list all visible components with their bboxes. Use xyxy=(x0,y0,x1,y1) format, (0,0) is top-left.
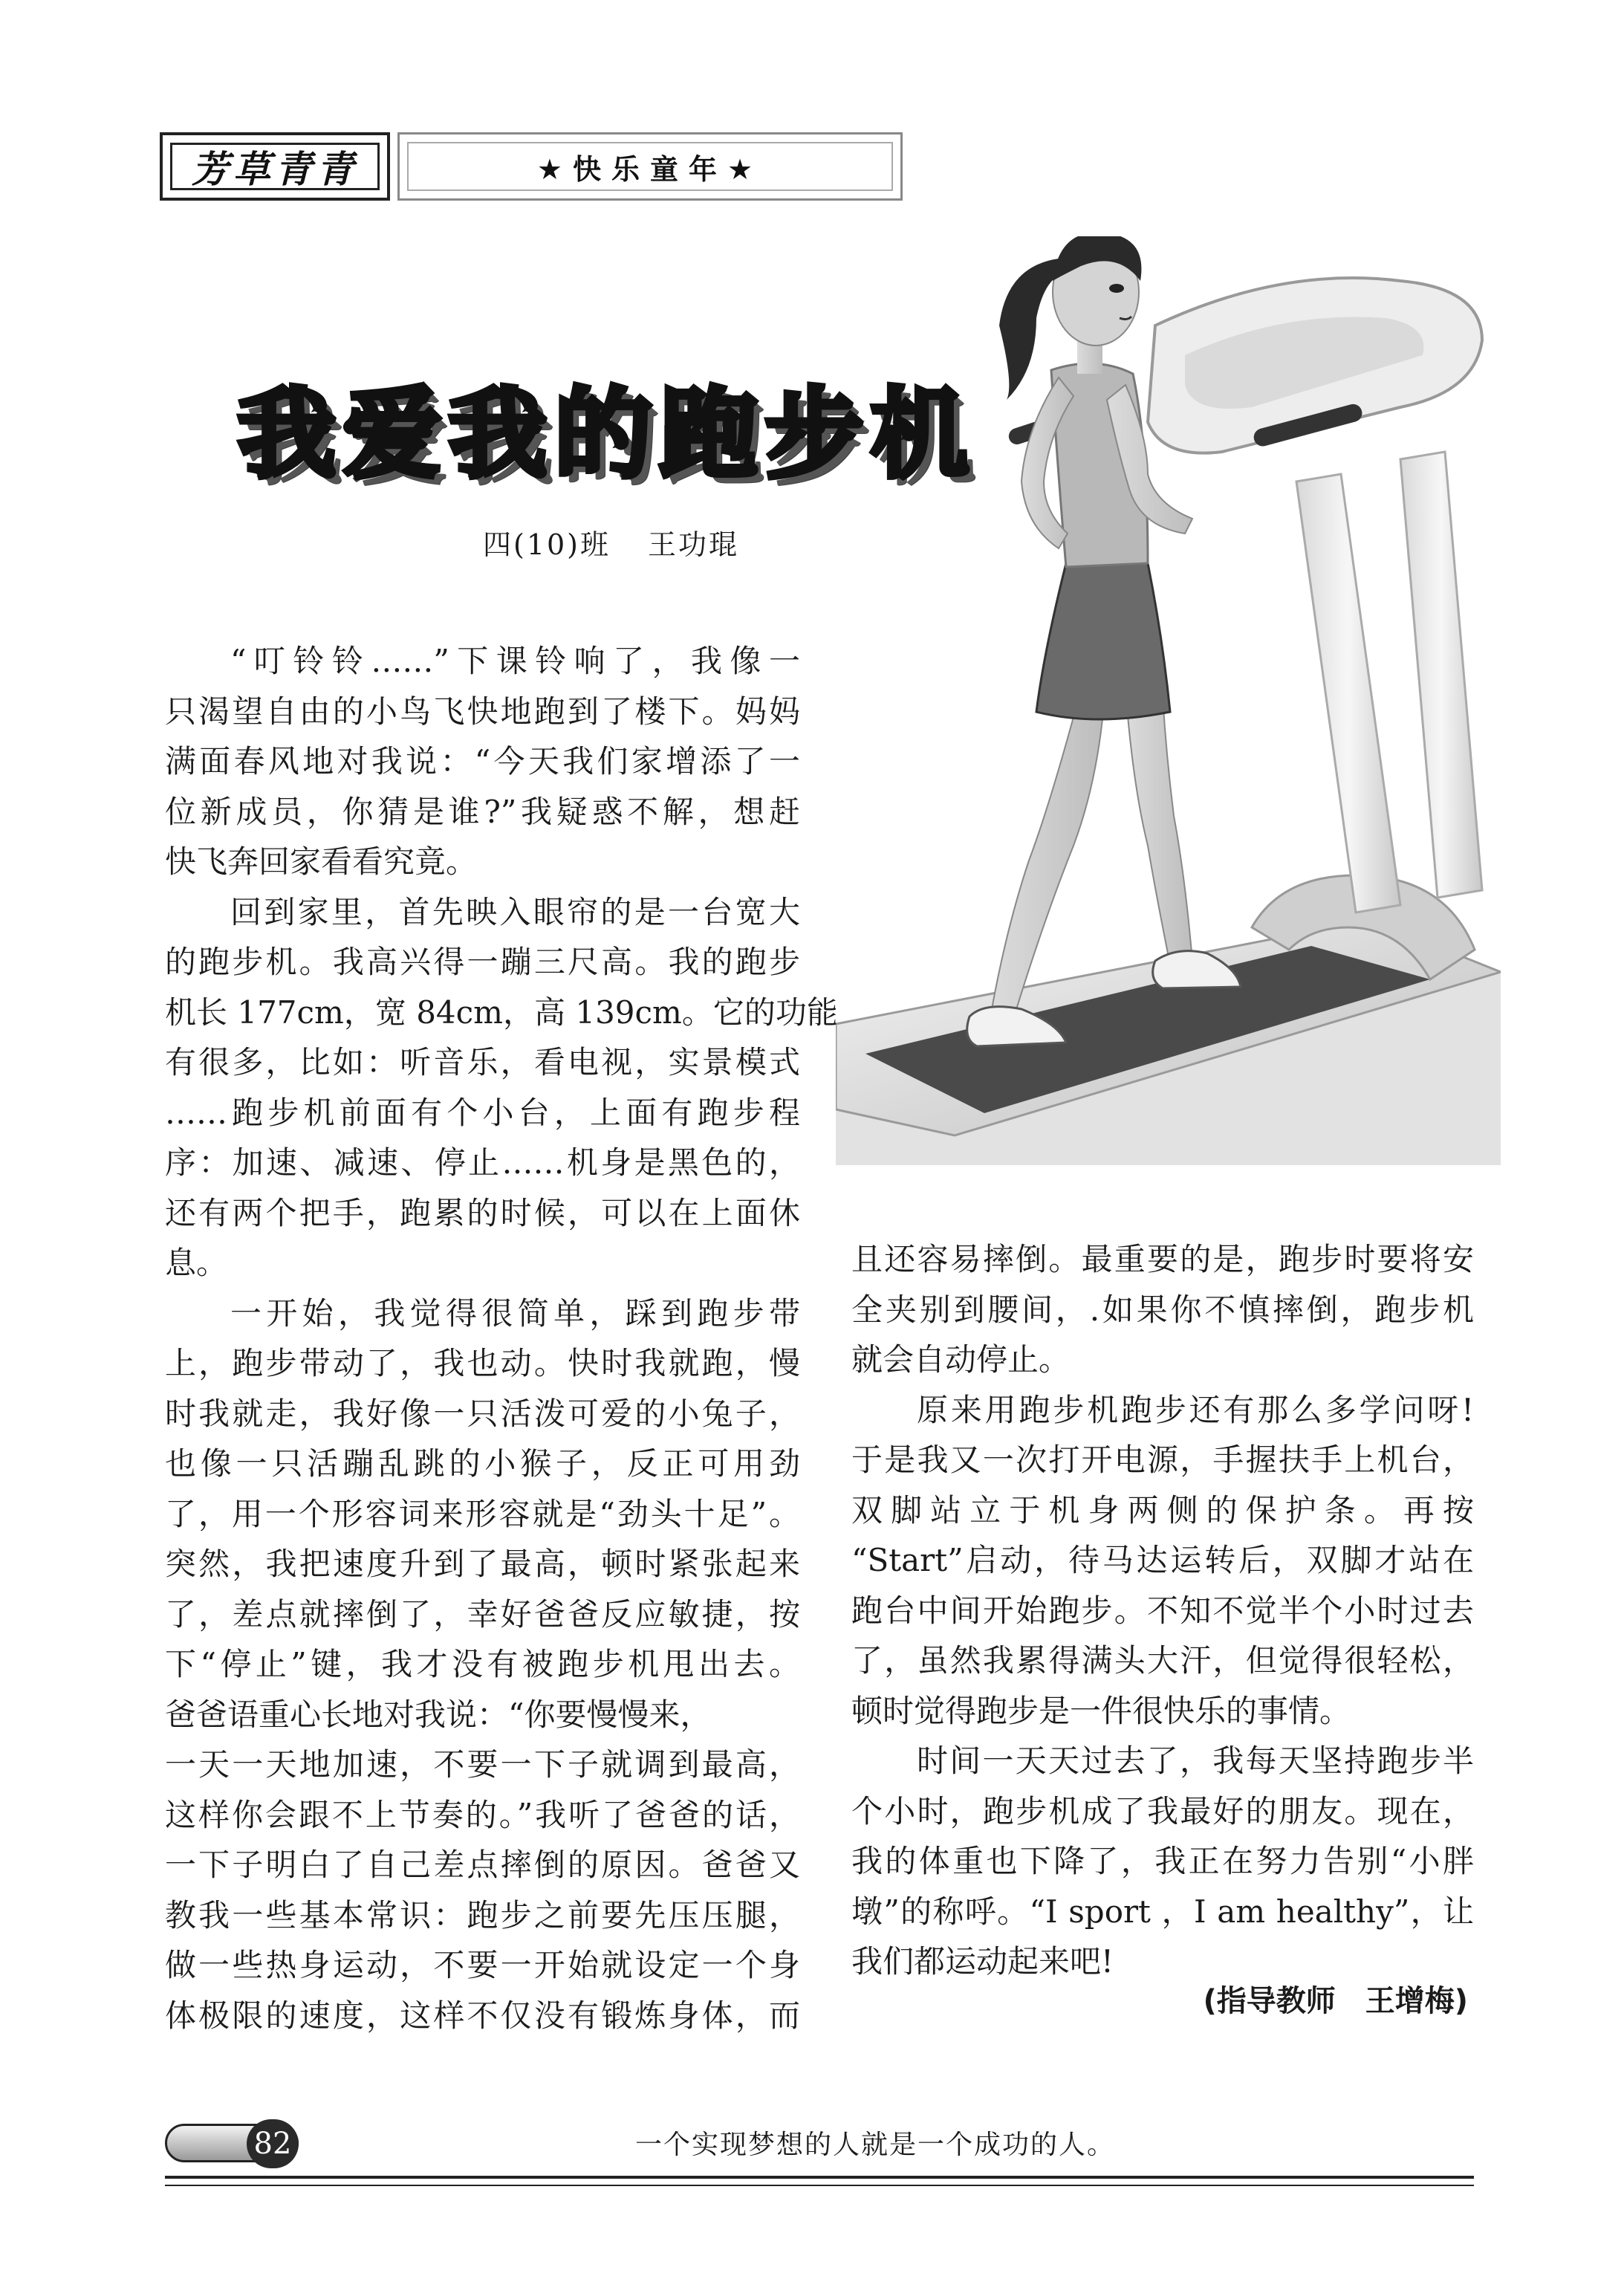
text-line: 了，用一个形容词来形容就是“劲头十足”。 xyxy=(165,1495,800,1532)
article-body-right xyxy=(851,1234,1474,1987)
text-line: 就会自动停止。 xyxy=(851,1341,1071,1378)
girl-skirt xyxy=(1036,563,1170,719)
author-class: 四(10)班 xyxy=(483,528,611,561)
footer-rule xyxy=(165,2176,1474,2179)
text-line: 全夹别到腰间，.如果你不慎摔倒，跑步机 xyxy=(851,1291,1474,1328)
text-line: 爸爸语重心长地对我说：“你要慢慢来， xyxy=(165,1696,712,1733)
text-line: 教我一些基本常识：跑步之前要先压压腿， xyxy=(165,1896,800,1933)
teacher-name: 王增梅) xyxy=(1365,1984,1468,2018)
section-name: ★快乐童年★ xyxy=(407,142,893,191)
text-line: 顿时觉得跑步是一件很快乐的事情。 xyxy=(851,1692,1351,1729)
text-line: 个小时，跑步机成了我最好的朋友。现在， xyxy=(851,1792,1474,1829)
text-line: 这样你会跟不上节奏的。”我听了爸爸的话， xyxy=(165,1796,800,1833)
text-line: 息。 xyxy=(165,1245,228,1281)
text-line: 了，差点就摔倒了，幸好爸爸反应敏捷，按 xyxy=(165,1595,800,1633)
treadmill-illustration xyxy=(836,236,1501,1165)
text-line: 上，跑步带动了，我也动。快时我就跑，慢 xyxy=(165,1345,800,1381)
text-line: 时间一天天过去了，我每天坚持跑步半 xyxy=(917,1743,1474,1779)
article-body-left xyxy=(165,636,838,2040)
text-line: 跑台中间开始跑步。不知不觉半个小时过去 xyxy=(851,1592,1474,1629)
byline xyxy=(483,522,739,563)
text-line: 满面春风地对我说：“今天我们家增添了一 xyxy=(165,743,800,779)
text-line: 时我就走，我好像一只活泼可爱的小兔子， xyxy=(165,1395,800,1432)
text-line: 我们都运动起来吧! xyxy=(851,1943,1114,1980)
text-line: 突然，我把速度升到了最高，顿时紧张起来 xyxy=(165,1546,800,1582)
text-line: 还有两个把手，跑累的时候，可以在上面休 xyxy=(165,1194,800,1231)
text-line: 机长 177cm，宽 84cm，高 139cm。它的功能 xyxy=(165,993,838,1031)
text-line: 快飞奔回家看看究竟。 xyxy=(165,843,478,880)
text-line: 的跑步机。我高兴得一蹦三尺高。我的跑步 xyxy=(165,944,800,980)
text-line: 了，虽然我累得满头大汗，但觉得很轻松， xyxy=(851,1642,1474,1679)
text-line: “叮铃铃……”下课铃响了，我像一 xyxy=(230,643,800,679)
girl-leg-front xyxy=(1126,690,1192,965)
text-line: 有很多，比如：听音乐，看电视，实景模式 xyxy=(165,1044,800,1080)
text-line: 且还容易摔倒。最重要的是，跑步时要将安 xyxy=(851,1241,1474,1277)
text-line: 下“停止”键，我才没有被跑步机甩出去。 xyxy=(165,1646,800,1682)
text-line: 我的体重也下降了，我正在努力告别“小胖 xyxy=(851,1843,1474,1879)
article-title: 我爱我的跑步机 xyxy=(238,377,976,492)
text-line: 一天一天地加速，不要一下子就调到最高， xyxy=(165,1746,800,1783)
text-line: 只渴望自由的小鸟飞快地跑到了楼下。妈妈 xyxy=(165,693,800,730)
text-line: 序：加速、减速、停止……机身是黑色的， xyxy=(165,1144,800,1181)
text-line: “Start”启动，待马达运转后，双脚才站在 xyxy=(851,1542,1474,1578)
text-line: 墩”的称呼。“I sport ，I am healthy”，让 xyxy=(851,1893,1474,1930)
text-line: 一开始，我觉得很简单，踩到跑步带 xyxy=(230,1294,800,1332)
text-line: 双脚站立于机身两侧的保护条。再按 xyxy=(851,1491,1474,1529)
girl-leg-back xyxy=(992,690,1103,1017)
teacher-role: (指导教师 xyxy=(1203,1984,1336,2018)
treadmill-post-left xyxy=(1296,474,1400,913)
text-line: 于是我又一次打开电源，手握扶手上机台， xyxy=(851,1442,1474,1478)
footer-motto: 一个实现梦想的人就是一个成功的人。 xyxy=(635,2130,1116,2160)
footer-rule-thin xyxy=(165,2185,1474,2186)
text-line: 做一些热身运动，不要一开始就设定一个身 xyxy=(165,1947,800,1983)
text-line: 也像一只活蹦乱跳的小猴子，反正可用劲 xyxy=(165,1445,800,1482)
teacher-credit xyxy=(1203,1977,1468,2020)
author-name: 王功琨 xyxy=(648,528,740,561)
text-line: 体极限的速度，这样不仅没有锻炼身体，而 xyxy=(165,1997,800,2034)
treadmill-post-right xyxy=(1400,452,1482,898)
text-line: 一下子明白了自己差点摔倒的原因。爸爸又 xyxy=(165,1847,800,1883)
text-line: 原来用跑步机跑步还有那么多学问呀! xyxy=(917,1391,1474,1428)
text-line: ……跑步机前面有个小台，上面有跑步程 xyxy=(165,1094,800,1131)
column-name-box xyxy=(160,132,390,201)
text-line: 位新成员，你猜是谁?”我疑惑不解，想赶 xyxy=(165,793,800,830)
page-number: 82 xyxy=(247,2119,299,2168)
text-line: 回到家里，首先映入眼帘的是一台宽大 xyxy=(230,893,800,930)
section-name-box xyxy=(397,132,903,201)
column-name: 芳草青青 xyxy=(170,143,380,190)
girl-eye xyxy=(1109,284,1124,293)
